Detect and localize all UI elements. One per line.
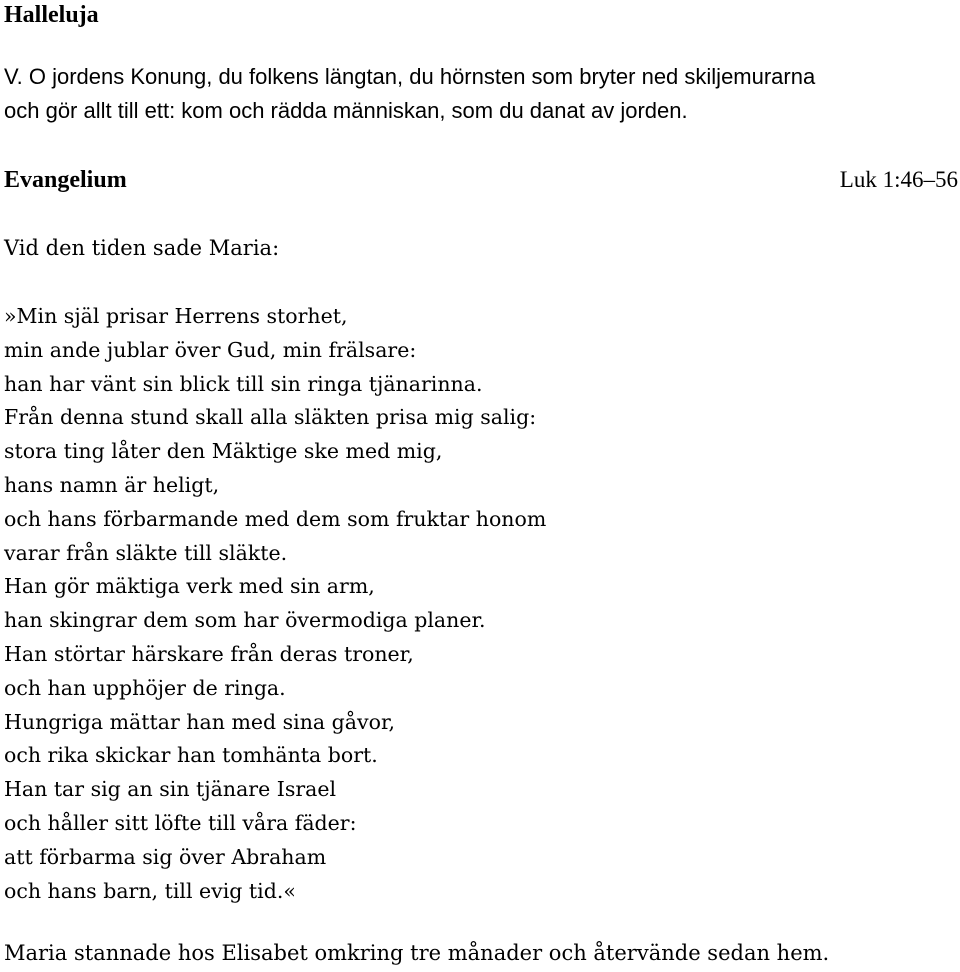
canticle-line: och håller sitt löfte till våra fäder: <box>4 810 357 835</box>
halleluja-verse-line-2: och gör allt till ett: kom och rädda människan, som du danat av jorden. <box>4 98 688 123</box>
canticle-line: och hans barn, till evig tid.« <box>4 878 296 903</box>
canticle-line: Han tar sig an sin tjänare Israel <box>4 777 337 802</box>
magnificat-text <box>4 300 546 908</box>
canticle-line: hans namn är heligt, <box>4 472 220 497</box>
canticle-line: varar från släkte till släkte. <box>4 540 288 565</box>
canticle-line: och han upphöjer de ringa. <box>4 675 286 700</box>
canticle-line: att förbarma sig över Abraham <box>4 844 327 869</box>
canticle-line: »Min själ prisar Herrens storhet, <box>4 304 348 328</box>
canticle-line: och hans förbarmande med dem som fruktar honom <box>4 506 547 531</box>
canticle-line: min ande jublar över Gud, min frälsare: <box>4 337 417 362</box>
gospel-intro: Vid den tiden sade Maria: <box>4 236 280 260</box>
canticle-line: Han störtar härskare från deras troner, <box>4 641 414 666</box>
canticle-line: stora ting låter den Mäktige ske med mig, <box>4 439 443 464</box>
canticle-line: han har vänt sin blick till sin ringa tjänarinna. <box>4 371 483 396</box>
canticle-line: och rika skickar han tomhänta bort. <box>4 743 378 768</box>
canticle-line: han skingrar dem som har övermodiga planer. <box>4 608 486 633</box>
canticle-line: Hungriga mättar han med sina gåvor, <box>4 709 396 734</box>
gospel-reference: Luk 1:46–56 <box>839 167 958 192</box>
gospel-closing: Maria stannade hos Elisabet omkring tre månader och återvände sedan hem. <box>4 941 830 965</box>
canticle-line: Från denna stund skall alla släkten prisa mig salig: <box>4 405 537 430</box>
halleluja-verse-line-1: V. O jordens Konung, du folkens längtan, du hörnsten som bryter ned skiljemurarna <box>4 64 816 89</box>
gospel-header <box>4 165 958 195</box>
halleluja-heading: Halleluja <box>4 2 99 28</box>
gospel-heading: Evangelium <box>4 167 127 193</box>
canticle-line: Han gör mäktiga verk med sin arm, <box>4 574 375 599</box>
